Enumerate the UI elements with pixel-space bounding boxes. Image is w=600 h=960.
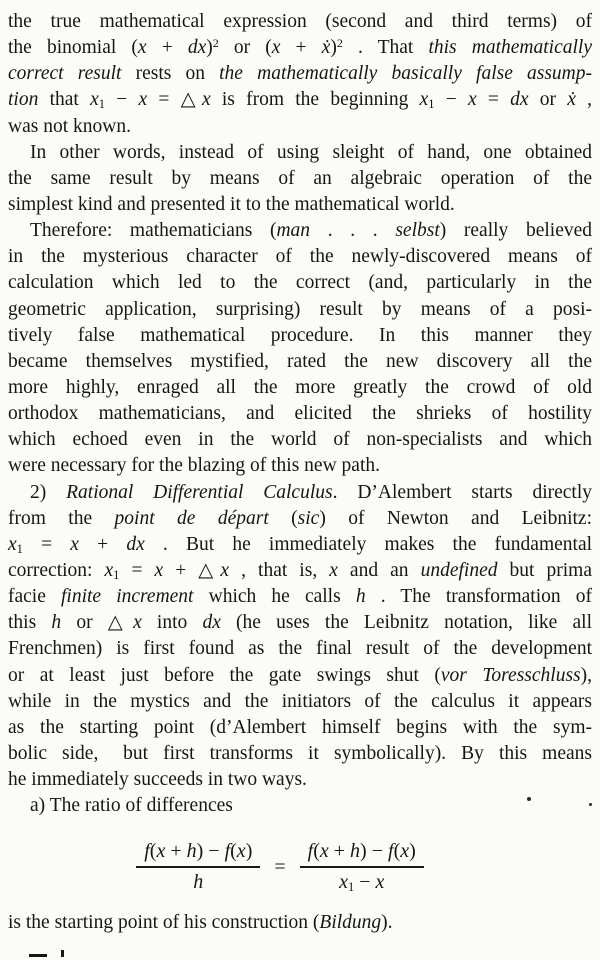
text-run: is the starting point of his construction ( <box>8 912 320 934</box>
text-run: were necessary for the blazing of this new path. <box>8 455 380 477</box>
text-run: , <box>575 89 593 111</box>
italic-run: x <box>400 840 410 863</box>
text-run: a) The ratio of differences <box>30 795 233 817</box>
text-line <box>8 506 592 532</box>
italic-run: Bildung <box>319 912 382 934</box>
text-run: 2) <box>30 481 67 503</box>
text-line <box>8 689 592 715</box>
text-line <box>8 166 592 192</box>
text-run: or △ <box>61 612 134 634</box>
text-run: bolic side, but first transforms it symbolically). By this means <box>8 742 592 764</box>
italic-run: x <box>329 559 338 581</box>
italic-run: h <box>355 586 366 608</box>
text-run: is from the beginning <box>210 89 420 111</box>
text-run: . D’Alembert starts directly <box>332 481 593 503</box>
text-line <box>8 192 592 218</box>
text-line <box>8 9 592 35</box>
text-run: or <box>528 89 568 111</box>
text-run: facie <box>8 586 62 608</box>
italic-run: x <box>419 89 429 111</box>
text-run: . That <box>342 37 429 59</box>
subscript: 1 <box>347 880 355 895</box>
denominator <box>193 868 203 894</box>
italic-run: vor Toresschluss <box>440 664 581 686</box>
italic-run: x <box>138 89 148 111</box>
italic-run: finite increment <box>61 586 194 608</box>
text-run: ) <box>245 840 253 863</box>
text-run: the binomial ( <box>8 37 138 59</box>
italic-run: f <box>224 840 231 863</box>
numerator <box>136 840 260 868</box>
text-line <box>8 349 592 375</box>
text-run: ) − <box>196 840 225 863</box>
text-run: or ( <box>218 37 272 59</box>
text-run: + <box>328 840 351 863</box>
text-run: in the mysterious character of the newly-discovered means of <box>8 246 592 268</box>
italic-run: x <box>70 533 79 555</box>
text-run: ). <box>381 912 393 934</box>
italic-run: this mathematically <box>428 37 592 59</box>
text-run: = <box>476 89 511 111</box>
text-run: ( <box>313 840 320 863</box>
text-run: + △ <box>163 559 221 581</box>
italic-run: x <box>236 840 246 863</box>
denominator <box>339 868 384 894</box>
italic-run: x <box>339 871 348 894</box>
superscript: 2 <box>212 36 219 51</box>
italic-run: f <box>307 840 314 863</box>
text-line <box>8 584 592 610</box>
text-line <box>8 427 592 453</box>
italic-run: correct result <box>8 63 122 85</box>
text-run: Frenchmen) is first found as the final result of the development <box>8 638 592 660</box>
text-run: or at least just before the gate swings shut ( <box>8 664 441 686</box>
text-run: and an <box>337 559 421 581</box>
equals-sign: = <box>274 855 286 878</box>
text-line <box>8 480 592 506</box>
text-run: − <box>354 871 376 894</box>
text-run: + <box>146 37 188 59</box>
italic-run: x <box>375 871 385 894</box>
text-run: ( <box>230 840 237 863</box>
text-run: ( <box>393 840 401 863</box>
subscript: 1 <box>428 97 435 112</box>
italic-run: h <box>350 840 361 863</box>
italic-run: x <box>201 89 211 111</box>
text-run: the true mathematical expression (second and third terms) of <box>8 11 592 32</box>
text-line <box>8 218 592 244</box>
text-line <box>8 61 592 87</box>
text-line <box>8 297 592 323</box>
subscript: 1 <box>16 541 23 556</box>
text-run: ) <box>206 37 213 59</box>
text-run: ) really believed <box>439 220 593 242</box>
text-run: ), <box>580 664 592 686</box>
text-run: (he uses the Leibnitz notation, like all <box>220 612 592 634</box>
italic-run: x <box>90 89 99 111</box>
italic-run: h <box>51 612 62 634</box>
text-line <box>8 401 592 427</box>
italic-run: tion <box>8 89 39 111</box>
text-run: Therefore: mathematicians ( <box>30 220 277 242</box>
text-run: ) − <box>360 840 388 863</box>
text-run: , that is, <box>229 559 330 581</box>
text-line <box>8 114 592 140</box>
italic-run: ẋ <box>321 37 331 59</box>
text-run: . . . <box>310 220 396 242</box>
italic-run: x <box>133 612 142 634</box>
text-run: ( <box>149 840 157 863</box>
italic-run: f <box>144 840 150 863</box>
text-run: into <box>141 612 203 634</box>
italic-run: x <box>8 533 17 555</box>
text-line <box>8 910 592 936</box>
text-run: was not known. <box>8 115 131 137</box>
italic-run: point de départ <box>114 507 269 529</box>
text-line <box>8 636 592 662</box>
italic-run: x <box>154 559 164 581</box>
cutoff-text-fragment <box>61 950 64 957</box>
text-run: ) <box>330 37 337 59</box>
text-line <box>8 375 592 401</box>
italic-run: x <box>271 37 281 59</box>
text-line <box>8 453 592 479</box>
subscript: 1 <box>113 567 120 582</box>
italic-run: f <box>388 840 394 863</box>
fraction-left <box>136 840 260 894</box>
cutoff-text-fragment <box>29 954 47 957</box>
text-run: while in the mystics and the initiators of the calculus it appears <box>8 690 592 712</box>
text-run: = <box>22 533 71 555</box>
text-run: . The transformation of <box>365 586 592 608</box>
scan-speck <box>527 797 531 801</box>
text-line <box>8 244 592 270</box>
text-run: In other words, instead of using sleight of hand, one obtained <box>30 141 592 163</box>
text-line <box>8 741 592 767</box>
italic-run: x <box>220 559 230 581</box>
text-line <box>8 532 592 558</box>
italic-run: h <box>186 840 197 863</box>
text-run: calculation which led to the correct (and, particularly in the <box>8 272 592 294</box>
text-line <box>8 793 592 819</box>
italic-run: dx <box>126 533 145 555</box>
text-line <box>8 323 592 349</box>
text-run: . But he immediately makes the fundamental <box>144 533 593 555</box>
text-run: − <box>434 89 468 111</box>
text-run: = <box>119 559 155 581</box>
italic-run: ẋ <box>567 89 576 111</box>
scan-speck <box>589 803 592 806</box>
italic-run: dx <box>187 37 207 59</box>
text-run: simplest kind and presented it to the mathematical world. <box>8 193 455 215</box>
text-run: he immediately succeeds in two ways. <box>8 769 307 791</box>
text-line <box>8 140 592 166</box>
subscript: 1 <box>98 97 105 112</box>
text-run: + <box>165 840 187 863</box>
text-run: − <box>104 89 139 111</box>
difference-quotient-equation <box>0 834 572 900</box>
italic-run: h <box>193 871 204 894</box>
text-run: rests on <box>121 63 220 85</box>
text-line <box>8 715 592 741</box>
italic-run: x <box>137 37 147 59</box>
text-run: as the starting point (d’Alembert himself begins with the sym- <box>8 716 592 738</box>
text-line <box>8 767 592 793</box>
text-run: tively false mathematical procedure. In this manner they <box>8 324 592 346</box>
text-run: + <box>78 533 127 555</box>
italic-run: Rational Differential Calculus <box>66 481 333 503</box>
italic-run: the mathematically basically false assump- <box>219 63 593 85</box>
text-run: the same result by means of an algebraic operation of the <box>8 167 592 189</box>
italic-run: x <box>467 89 477 111</box>
italic-run: sic <box>297 507 320 529</box>
text-run: geometric application, surprising) result by means of a posi- <box>8 298 592 320</box>
text-line <box>8 663 592 689</box>
text-run: but prima <box>497 559 592 581</box>
text-run: ) <box>409 840 416 863</box>
italic-run: x <box>156 840 166 863</box>
italic-run: selbst <box>395 220 440 242</box>
text-line <box>8 270 592 296</box>
superscript: 2 <box>336 36 343 51</box>
text-line <box>8 558 592 584</box>
italic-run: man <box>276 220 311 242</box>
text-run: correction: <box>8 559 105 581</box>
text-line <box>8 610 592 636</box>
text-run: ) of Newton and Leibnitz: <box>319 507 592 529</box>
text-run: which echoed even in the world of non-specialists and which <box>8 429 592 451</box>
text-run: that <box>38 89 91 111</box>
text-run: orthodox mathematicians, and elicited the shrieks of hostility <box>8 403 592 425</box>
text-run: ( <box>268 507 298 529</box>
text-run: this <box>8 612 52 634</box>
text-line <box>8 87 592 113</box>
italic-run: dx <box>510 89 529 111</box>
text-run: from the <box>8 507 115 529</box>
italic-run: dx <box>202 612 221 634</box>
italic-run: x <box>319 840 329 863</box>
text-line <box>8 35 592 61</box>
italic-run: undefined <box>420 559 498 581</box>
text-run: = △ <box>147 89 202 111</box>
text-run: became themselves mystified, rated the new discovery all the <box>8 350 592 372</box>
fraction-right <box>300 840 424 894</box>
numerator <box>300 840 424 868</box>
text-run: which he calls <box>193 586 356 608</box>
text-run: + <box>280 37 322 59</box>
text-run: more highly, enraged all the more greatly the crowd of old <box>8 376 592 398</box>
italic-run: x <box>104 559 114 581</box>
